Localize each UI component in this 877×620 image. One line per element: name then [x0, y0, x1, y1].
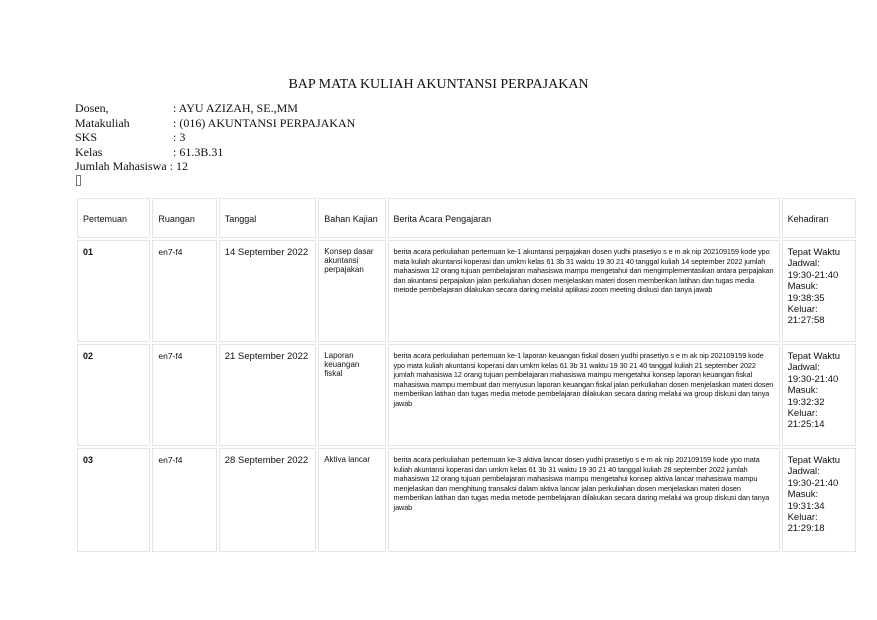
- attendance-status: Tepat Waktu: [787, 247, 841, 258]
- cell-tanggal: 14 September 2022: [219, 240, 317, 342]
- attendance-jadwal: 19:30-21:40: [787, 373, 839, 385]
- attendance-masuk: 19:31:34: [787, 500, 825, 512]
- meta-value: : (016) AKUNTANSI PERPAJAKAN: [173, 115, 356, 130]
- cell-berita-acara: berita acara perkuliahan pertemuan ke-3 aktiva lancar dosen yudhi prasetiyo s e m ak nip 202109159 kode ypo mata kuliah akuntansi koperasi dan umkm kelas 61 3b 31 waktu 19 30 21 40 tanggal kuliah 28 september 2022 jumlah mahasiswa 12 orang tujuan pembelajaran mahasiswa mampu mengetahui konsep aktiva lancar mahasiswa mampu menjelaskan dan menghitung transaksi dalam aktiva lancar jalan perkuliahan dosen menjelaskan materi dosen memberikan latihan dan tugas media metode pembelajaran dilakukan secara daring melalui wa group diskusi dan tanya jawab: [388, 448, 780, 552]
- attendance-masuk: 19:32:32: [787, 396, 825, 408]
- attendance-jadwal-label: Jadwal:: [787, 466, 820, 478]
- meta-label: Jumlah Mahasiswa: [75, 159, 167, 174]
- cell-bahan-kajian: Laporan keuangan fiskal: [318, 344, 385, 446]
- meta-label: SKS: [75, 130, 98, 145]
- attendance-keluar-label: Keluar:: [787, 408, 818, 420]
- attendance-keluar: 21:25:14: [787, 419, 825, 431]
- attendance-keluar-label: Keluar:: [787, 512, 818, 524]
- missing-glyph-box: [76, 175, 81, 186]
- meta-label: Matakuliah: [75, 115, 130, 130]
- cell-kehadiran: [782, 448, 856, 552]
- attendance-status: Tepat Waktu: [787, 455, 841, 466]
- cell-kehadiran: [782, 344, 856, 446]
- attendance-keluar: 21:27:58: [787, 315, 825, 327]
- bap-table: [75, 196, 858, 554]
- meta-row-matakuliah: [75, 116, 355, 131]
- header-ruangan: Ruangan: [152, 198, 216, 238]
- attendance-jadwal-label: Jadwal:: [787, 362, 820, 374]
- header-pertemuan: Pertemuan: [77, 198, 150, 238]
- cell-berita-acara: berita acara perkuliahan pertemuan ke-1 akuntansi perpajakan dosen yudhi prasetiyo s e m ak nip 202109159 kode ypo mata kuliah akuntansi koperasi dan umkm kelas 61 3b 31 waktu 19 30 21 40 tanggal kuliah 14 september 2022 jumlah mahasiswa 12 orang tujuan pembelajaran mahasiswa mampu mengetahui dan mengimplementasikan antara perpajakan dan akuntansi perpajakan jalan perkuliahan dosen menjelaskan materi dosen memberikan latihan dan tugas media metode pembelajaran dilakukan secara daring melalui aplikasi zoom meeting diskusi dan tanya jawab: [388, 240, 780, 342]
- attendance-jadwal: 19:30-21:40: [787, 477, 839, 489]
- meta-value: : 12: [169, 159, 188, 174]
- header-berita-acara: Berita Acara Pengajaran: [388, 198, 780, 238]
- header-kehadiran: Kehadiran: [782, 198, 856, 238]
- cell-tanggal: 28 September 2022: [219, 448, 317, 552]
- cell-tanggal: 21 September 2022: [219, 344, 317, 446]
- attendance-keluar: 21:29:18: [787, 523, 825, 535]
- table-header-row: [77, 198, 856, 238]
- meta-value: : AYU AZIZAH, SE.,MM: [173, 101, 298, 115]
- meta-label: Kelas: [75, 144, 103, 159]
- meta-row-dosen: [75, 101, 355, 116]
- cell-kehadiran: [782, 240, 856, 342]
- attendance-masuk-label: Masuk:: [787, 489, 819, 501]
- cell-ruangan: en7-f4: [152, 448, 216, 552]
- meta-label: Dosen,: [75, 101, 109, 115]
- cell-pertemuan: 02: [77, 344, 150, 446]
- cell-ruangan: en7-f4: [152, 344, 216, 446]
- attendance-jadwal-label: Jadwal:: [787, 258, 820, 270]
- attendance-status: Tepat Waktu: [787, 351, 841, 362]
- cell-bahan-kajian: Konsep dasar akuntansi perpajakan: [318, 240, 385, 342]
- header-tanggal: Tanggal: [219, 198, 317, 238]
- meta-value: : 61.3B.31: [173, 144, 224, 159]
- cell-pertemuan: 01: [77, 240, 150, 342]
- meta-row-jumlah-mahasiswa: [75, 159, 355, 174]
- cell-berita-acara: berita acara perkuliahan pertemuan ke-1 laporan keuangan fiskal dosen yudhi prasetiyo s e m ak nip 202109159 kode ypo mata kuliah akuntansi koperasi dan umkm kelas 61 3b 31 waktu 19 30 21 40 tanggal kuliah 21 september 2022 jumlah mahasiswa 12 orang tujuan pembelajaran mahasiswa mampu mengetahui konsep laporan keuangan fiskal mahasiswa mampu membuat dan menyusun laporan keuangan fiskal jalan perkuliahan dosen menjelaskan materi dosen memberikan latihan dan tugas media metode pembelajaran dilakukan secara daring melalui wa group diskusi dan tanya jawab: [388, 344, 780, 446]
- meta-value: : 3: [173, 130, 186, 145]
- attendance-masuk: 19:38:35: [787, 292, 825, 304]
- meta-row-kelas: [75, 145, 355, 160]
- cell-bahan-kajian: Aktiva lancar: [318, 448, 385, 552]
- attendance-masuk-label: Masuk:: [787, 281, 819, 293]
- header-bahan-kajian: Bahan Kajian: [318, 198, 385, 238]
- cell-pertemuan: 03: [77, 448, 150, 552]
- table-row: [77, 448, 856, 552]
- meta-block: [75, 101, 355, 174]
- attendance-masuk-label: Masuk:: [787, 385, 819, 397]
- document-title: BAP MATA KULIAH AKUNTANSI PERPAJAKAN: [288, 77, 589, 92]
- meta-row-sks: [75, 130, 355, 145]
- attendance-keluar-label: Keluar:: [787, 304, 818, 316]
- cell-ruangan: en7-f4: [152, 240, 216, 342]
- table-row: [77, 344, 856, 446]
- table-row: [77, 240, 856, 342]
- attendance-jadwal: 19:30-21:40: [787, 269, 839, 281]
